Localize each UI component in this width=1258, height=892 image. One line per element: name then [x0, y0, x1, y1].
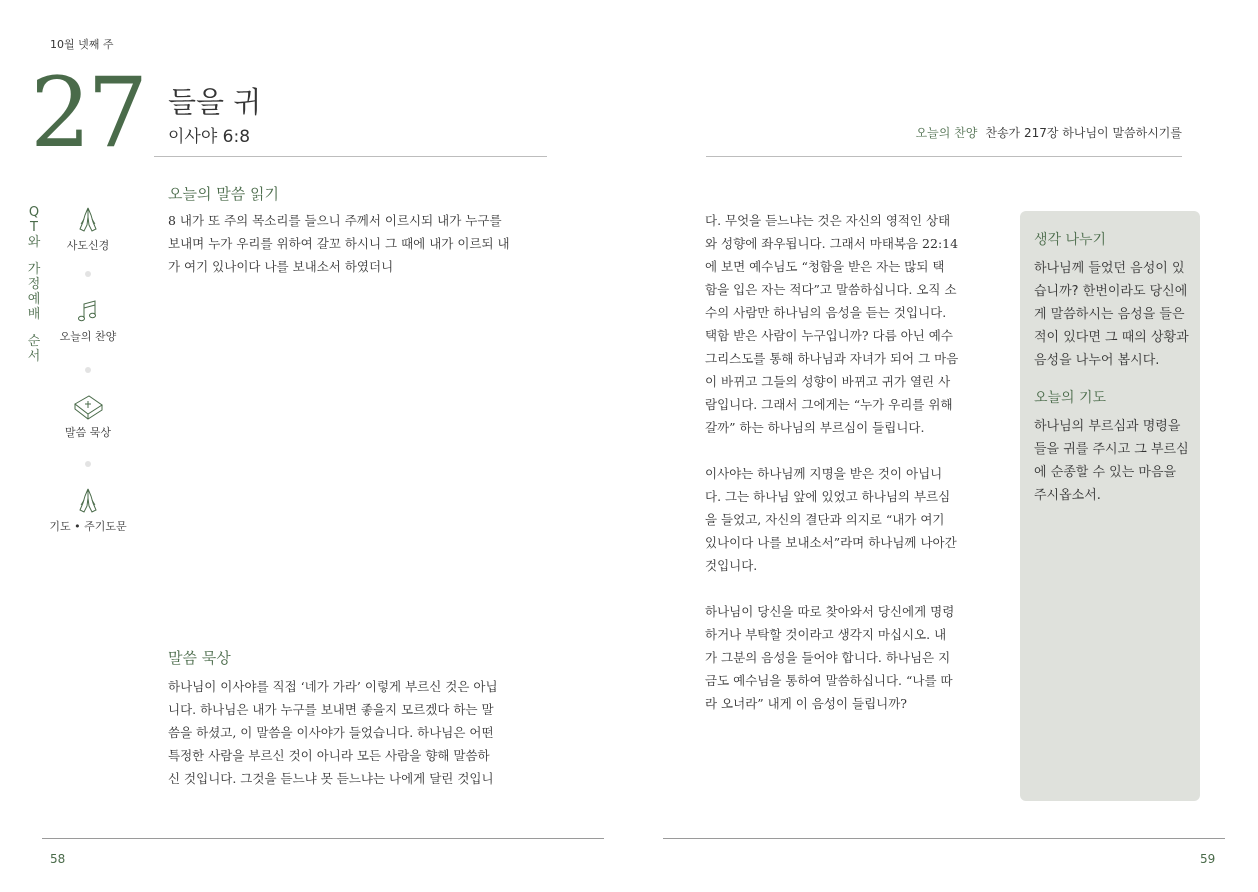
reading-body: [168, 209, 548, 278]
vertical-char: 정: [27, 277, 41, 292]
footer-rule-left: [42, 838, 604, 839]
sidebar-item-label: 말씀 묵상: [64, 426, 111, 439]
continuation-line: 다. 그는 하나님 앞에 있었고 하나님의 부르심: [705, 489, 951, 504]
continuation-line: 택함 받은 사람이 누구입니까? 다름 아닌 예수: [705, 328, 953, 343]
sidebar-item-creed: [40, 205, 136, 253]
praying-hands-icon: [73, 205, 103, 235]
meditation-line: 특정한 사람을 부르신 것이 아니라 모든 사람을 향해 말씀하: [168, 748, 490, 763]
hymn-label: 오늘의 찬양: [915, 126, 978, 140]
continuation-line: 하거나 부탁할 것이라고 생각지 마십시오. 내: [705, 627, 947, 642]
header-rule-left: [154, 156, 547, 157]
continuation-line: 가 그분의 음성을 들어야 합니다. 하나님은 지: [705, 650, 951, 665]
day-number: 27: [30, 57, 145, 169]
meditation-line: 니다. 하나님은 내가 누구를 보내면 좋을지 모르겠다 하는 말: [168, 702, 494, 717]
sidebar-item-hymn: [40, 298, 136, 344]
vertical-char: 순: [27, 334, 41, 349]
share-line: 음성을 나누어 봅시다.: [1034, 353, 1160, 368]
continuation-line: 함을 입은 자는 적다”고 말씀하십니다. 오직 소: [705, 282, 957, 297]
sidebar-item-label: 기도 • 주기도문: [49, 520, 127, 533]
prayer-line: 에 순종할 수 있는 마음을: [1034, 465, 1177, 480]
music-note-icon: [73, 298, 103, 326]
bible-icon: [71, 392, 105, 422]
sidebar-dot: [85, 271, 91, 277]
sidebar-item-prayer: [40, 486, 136, 534]
continuation-line: 람입니다. 그래서 그에게는 “누가 우리를 위해: [705, 397, 953, 412]
week-label: 10월 넷째 주: [50, 38, 114, 51]
continuation-paragraph: [705, 600, 997, 715]
vertical-char: T: [30, 220, 38, 235]
continuation-line: 금도 예수님을 통하여 말씀하십니다. “나를 따: [705, 673, 953, 688]
reading-heading: 오늘의 말씀 읽기: [168, 185, 279, 203]
share-line: 하나님께 들었던 음성이 있: [1034, 261, 1185, 276]
continuation-line: 다. 무엇을 듣느냐는 것은 자신의 영적인 상태: [705, 213, 951, 228]
prayer-heading: 오늘의 기도: [1034, 390, 1107, 406]
sidebar-item-label: 사도신경: [66, 239, 110, 252]
continuation-line: 이 바뀌고 그들의 성향이 바뀌고 귀가 열린 사: [705, 374, 951, 389]
hymn-text: 찬송가 217장 하나님이 말씀하시기를: [985, 126, 1182, 140]
continuation-body: [705, 209, 997, 738]
page-number-right: 59: [1200, 852, 1216, 866]
meditation-line: 신 것입니다. 그것을 듣느냐 못 듣느냐는 나에게 달린 것입니: [168, 771, 494, 786]
continuation-paragraph: [705, 462, 997, 577]
reading-line: 가 여기 있나이다 나를 보내소서 하였더니: [168, 259, 394, 274]
footer-rule-right: [663, 838, 1225, 839]
sidebar-item-meditation: [40, 392, 136, 440]
continuation-line: 갈까” 하는 하나님의 부르심이 들립니다.: [705, 420, 925, 435]
vertical-char: 서: [27, 349, 41, 364]
continuation-line: 이사야는 하나님께 지명을 받은 것이 아닙니: [705, 466, 943, 481]
vertical-char: 배: [27, 307, 41, 322]
continuation-line: 와 성향에 좌우됩니다. 그래서 마태복음 22:14: [705, 236, 959, 251]
prayer-line: 들을 귀를 주시고 그 부르심: [1034, 442, 1189, 457]
page-title: 들을 귀: [168, 85, 262, 119]
continuation-line: 을 들었고, 자신의 결단과 의지로 “내가 여기: [705, 512, 945, 527]
hymn-line: [880, 124, 1182, 141]
praying-hands-icon: [73, 486, 103, 516]
vertical-char: 예: [27, 292, 41, 307]
meditation-body: [168, 675, 548, 790]
sidebar-dot: [85, 367, 91, 373]
continuation-line: 있나이다 나를 보내소서”라며 하나님께 나아간: [705, 535, 957, 550]
continuation-line: 에 보면 예수님도 “청함을 받은 자는 많되 택: [705, 259, 945, 274]
vertical-char: 와: [27, 235, 41, 250]
vertical-char: Q: [28, 205, 40, 220]
page-number-left: 58: [50, 852, 66, 866]
share-line: 적이 있다면 그 때의 상황과: [1034, 330, 1189, 345]
continuation-line: 그리스도를 통해 하나님과 자녀가 되어 그 마음: [705, 351, 959, 366]
meditation-line: 하나님이 이사야를 직접 ‘네가 가라’ 이렇게 부르신 것은 아닙: [168, 679, 498, 694]
meditation-heading: 말씀 묵상: [168, 649, 231, 667]
reading-line: 8 내가 또 주의 목소리를 들으니 주께서 이르시되 내가 누구를: [168, 213, 502, 228]
continuation-line: 하나님이 당신을 따로 찾아와서 당신에게 명령: [705, 604, 955, 619]
sidebar-item-label: 오늘의 찬양: [59, 330, 117, 343]
share-heading: 생각 나누기: [1034, 232, 1107, 248]
prayer-section: [1034, 387, 1190, 507]
reading-line: 보내며 누가 우리를 위하여 갈꼬 하시니 그 때에 내가 이르되 내: [168, 236, 510, 251]
continuation-line: 것입니다.: [705, 558, 758, 573]
continuation-line: 수의 사람만 하나님의 음성을 듣는 것입니다.: [705, 305, 947, 320]
share-box: [1020, 211, 1200, 801]
continuation-line: 라 오너라” 내게 이 음성이 들립니까?: [705, 696, 908, 711]
scripture-reference: 이사야 6:8: [168, 127, 251, 147]
header-rule-right: [706, 156, 1182, 157]
prayer-line: 주시옵소서.: [1034, 488, 1101, 503]
prayer-line: 하나님의 부르심과 명령을: [1034, 419, 1181, 434]
share-line: 습니까? 한번이라도 당신에: [1034, 284, 1188, 299]
meditation-line: 씀을 하셨고, 이 말씀을 이사야가 들었습니다. 하나님은 어떤: [168, 725, 494, 740]
share-line: 게 말씀하시는 음성을 들은: [1034, 307, 1185, 322]
share-section: [1034, 229, 1190, 372]
vertical-char: 가: [27, 262, 41, 277]
sidebar-dot: [85, 461, 91, 467]
continuation-paragraph: [705, 209, 997, 439]
